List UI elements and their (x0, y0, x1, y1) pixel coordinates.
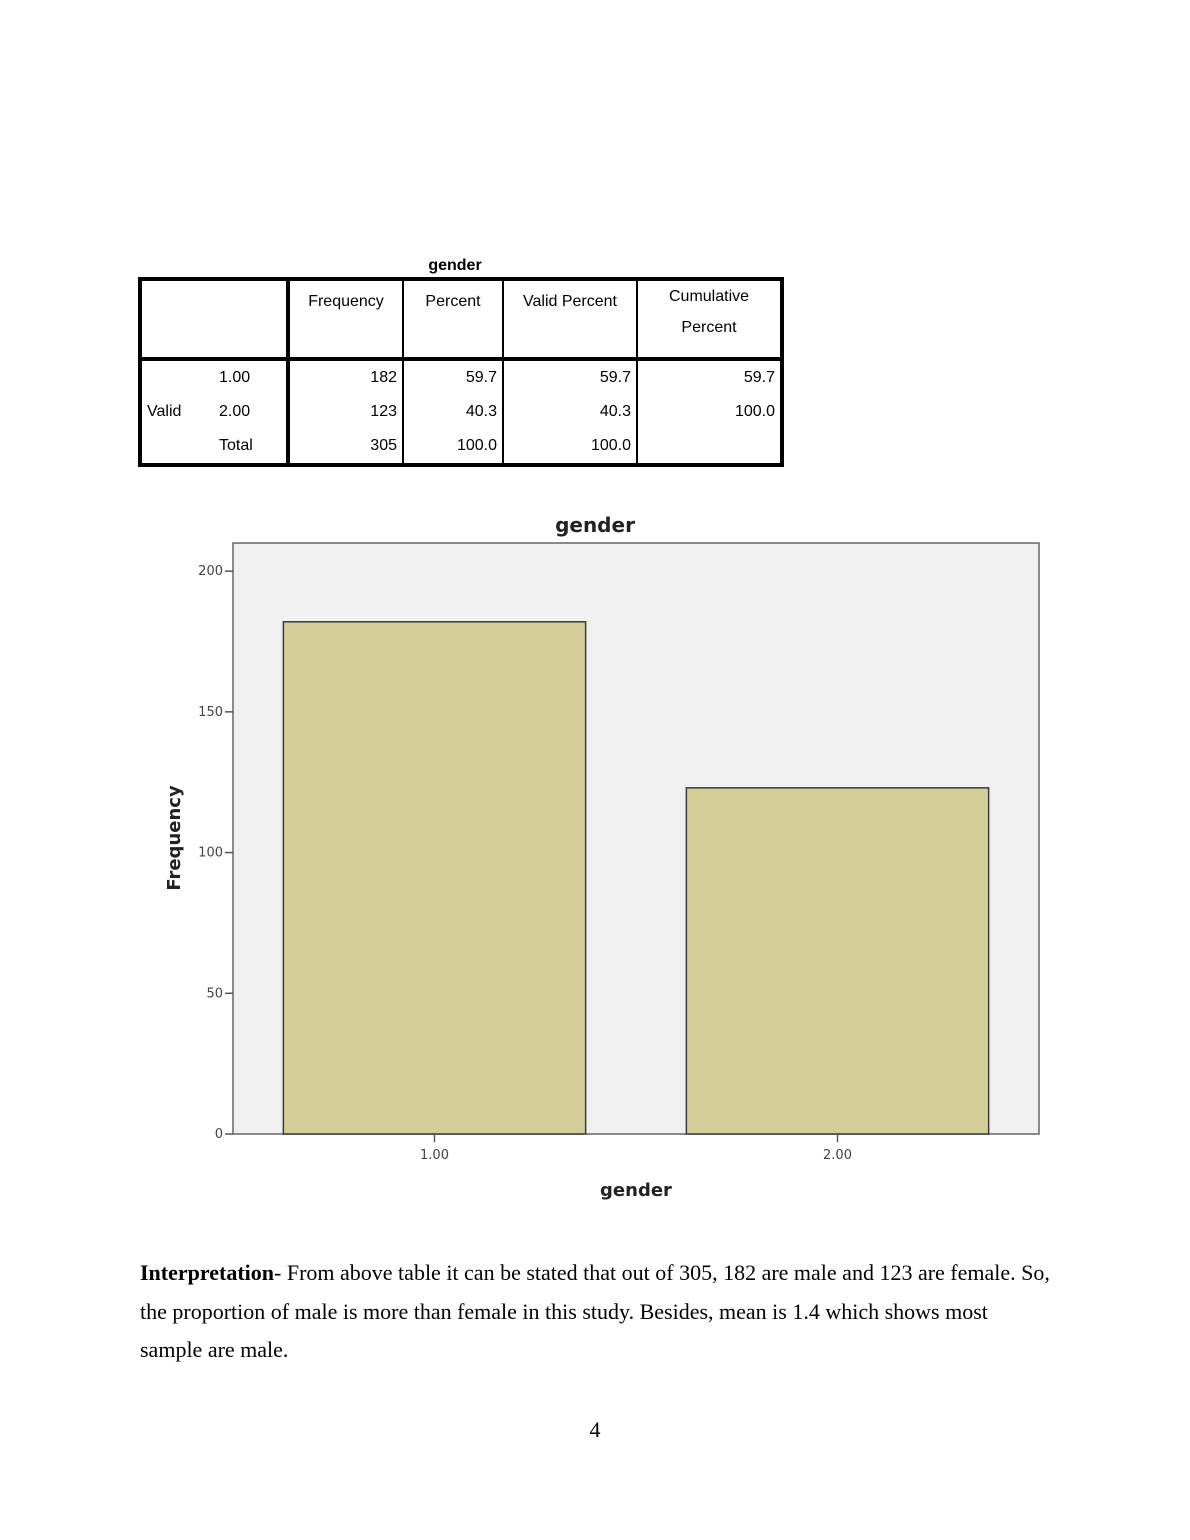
interpretation-text: - From above table it can be stated that out of 305, 182 are male and 123 are female. So, the proportion of male is more than female in this study. Besides, mean is 1.4 which shows most sample are male. (140, 1260, 1050, 1362)
valid-percent-cell: 40.3 (503, 395, 637, 429)
percent-cell: 59.7 (403, 359, 503, 395)
header-frequency: Frequency (288, 279, 403, 359)
x-tick-label: 1.00 (420, 1148, 449, 1163)
cumulative-percent-cell (637, 429, 782, 465)
y-tick-label: 0 (214, 1127, 223, 1142)
frequency-cell: 305 (288, 429, 403, 465)
frequency-cell: 123 (288, 395, 403, 429)
row-label: 2.00 (219, 403, 251, 420)
table-header-row (140, 279, 782, 359)
page-number: 4 (589, 1417, 601, 1442)
header-blank (140, 279, 214, 359)
table-row (140, 429, 782, 465)
frequency-table (138, 277, 784, 467)
group-label: Valid (147, 403, 182, 420)
x-axis-label: gender (600, 1180, 672, 1201)
header-blank (214, 279, 288, 359)
y-axis-label: Frequency (164, 785, 185, 891)
y-tick-label: 150 (198, 704, 223, 720)
chart-title: gender (555, 513, 635, 537)
header-valid-percent: Valid Percent (503, 279, 637, 359)
bar-chart (150, 505, 1050, 1205)
y-tick-label: 200 (198, 564, 223, 580)
table-row (140, 395, 782, 429)
x-tick-label: 2.00 (823, 1148, 852, 1163)
row-label: Total (219, 437, 253, 454)
interpretation-paragraph (140, 1254, 1050, 1370)
y-tick-label: 100 (198, 845, 223, 861)
row-label: 1.00 (219, 369, 251, 386)
percent-cell: 100.0 (403, 429, 503, 465)
group-label-cell (140, 429, 214, 465)
cumulative-percent-cell: 59.7 (637, 359, 782, 395)
group-label-cell (140, 359, 214, 395)
percent-cell: 40.3 (403, 395, 503, 429)
valid-percent-cell: 59.7 (503, 359, 637, 395)
valid-percent-cell: 100.0 (503, 429, 637, 465)
bar (283, 622, 585, 1134)
table-row (140, 359, 782, 395)
table-title: gender (428, 257, 482, 274)
interpretation-lead: Interpretation (140, 1260, 275, 1285)
header-cumulative-percent: Cumulative Percent (637, 279, 782, 359)
cumulative-percent-cell: 100.0 (637, 395, 782, 429)
frequency-cell: 182 (288, 359, 403, 395)
header-percent: Percent (403, 279, 503, 359)
bar (686, 788, 988, 1134)
y-tick-label: 50 (206, 986, 223, 1002)
plot-area (198, 543, 1039, 1163)
